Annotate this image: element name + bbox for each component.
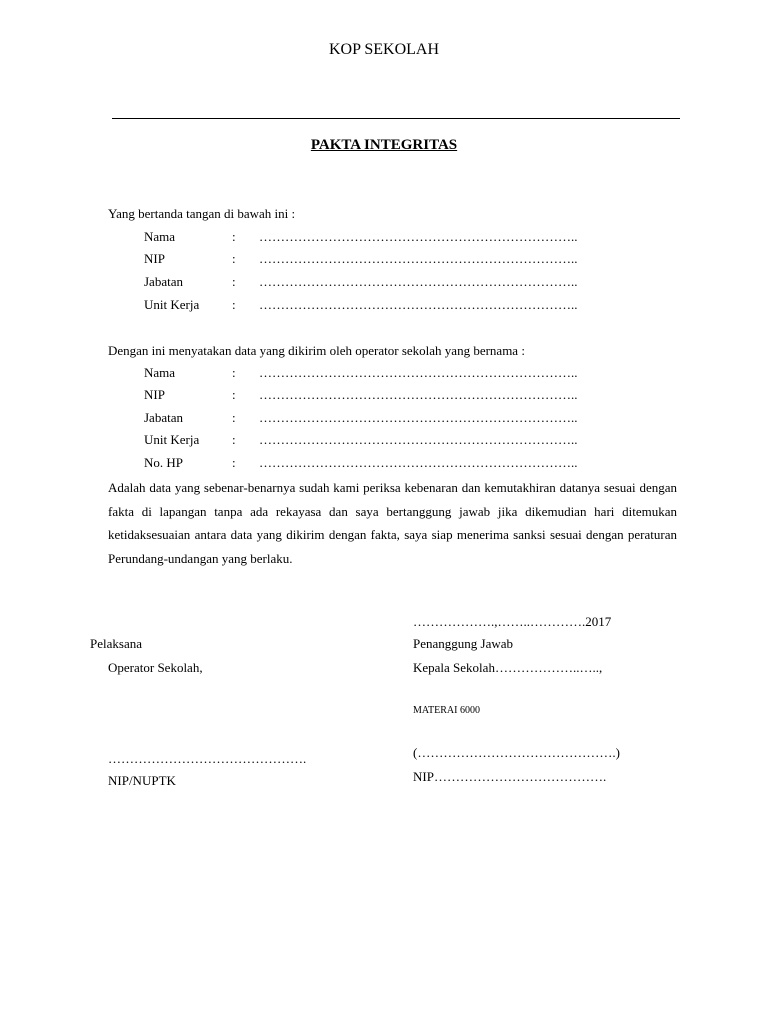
section1-field-label: Jabatan — [144, 274, 183, 289]
section2-field-label: No. HP — [144, 455, 184, 470]
statement-paragraph: Adalah data yang sebenar-benarnya sudah kami periksa kebenaran dan kemutakhiran datanya sesuai dengan fakta di lapangan tanpa ada rekayasa dan saya bertanggung jawab jika dikemudian hari ditemukan ketidaksesuaian antara data yang dikirim dengan fakta, saya siap menerima sanksi sesuai dengan peraturan Perundang-undangan yang berlaku. — [108, 480, 677, 566]
kop-sekolah: KOP SEKOLAH — [328, 41, 440, 58]
right-signer-role: Kepala Sekolah………………..….., — [413, 660, 603, 675]
left-signer-title: Pelaksana — [90, 636, 142, 651]
section2-field-label: NIP — [144, 387, 165, 402]
section2-field-blank: ……………………………………………………………….. — [259, 365, 578, 380]
left-signer-role: Operator Sekolah, — [108, 660, 203, 675]
section2-field-blank: ……………………………………………………………….. — [259, 387, 578, 402]
right-signer-title: Penanggung Jawab — [413, 636, 514, 651]
section2-field-colon: : — [232, 410, 236, 425]
section1-field-blank: ……………………………………………………………….. — [259, 251, 578, 266]
section2-field-label: Jabatan — [144, 410, 183, 425]
section2-field-label: Nama — [144, 365, 176, 380]
section2-field-colon: : — [232, 432, 236, 447]
left-signer-id-line: NIP/NUPTK — [108, 773, 176, 788]
right-signer-id-line: NIP…………………………………. — [413, 769, 607, 784]
section2-field-blank: ……………………………………………………………….. — [259, 432, 578, 447]
section2-intro: Dengan ini menyatakan data yang dikirim oleh operator sekolah yang bernama : — [108, 343, 525, 358]
place-date-line: ……………….,……..………….2017 — [413, 614, 612, 629]
right-signer-name-line: (……………………………………….) — [413, 745, 620, 760]
section2-field-colon: : — [232, 455, 236, 470]
section2-field-colon: : — [232, 365, 236, 380]
section1-field-blank: ……………………………………………………………….. — [259, 229, 578, 244]
section1-field-colon: : — [232, 297, 236, 312]
section1-field-label: Nama — [144, 229, 176, 244]
section2-field-label: Unit Kerja — [144, 432, 200, 447]
left-signer-name-line: ………………………………………. — [108, 751, 307, 766]
section2-field-blank: ……………………………………………………………….. — [259, 455, 578, 470]
section1-field-colon: : — [232, 274, 236, 289]
header-divider — [112, 118, 680, 119]
section1-field-blank: ……………………………………………………………….. — [259, 274, 578, 289]
section1-field-blank: ……………………………………………………………….. — [259, 297, 578, 312]
document-title: PAKTA INTEGRITAS — [310, 137, 458, 153]
section1-field-colon: : — [232, 229, 236, 244]
section2-field-colon: : — [232, 387, 236, 402]
materai-stamp-label: MATERAI 6000 — [413, 705, 480, 716]
section1-field-label: NIP — [144, 251, 165, 266]
section1-field-colon: : — [232, 251, 236, 266]
section1-field-label: Unit Kerja — [144, 297, 200, 312]
section1-intro: Yang bertanda tangan di bawah ini : — [108, 206, 296, 221]
section2-field-blank: ……………………………………………………………….. — [259, 410, 578, 425]
